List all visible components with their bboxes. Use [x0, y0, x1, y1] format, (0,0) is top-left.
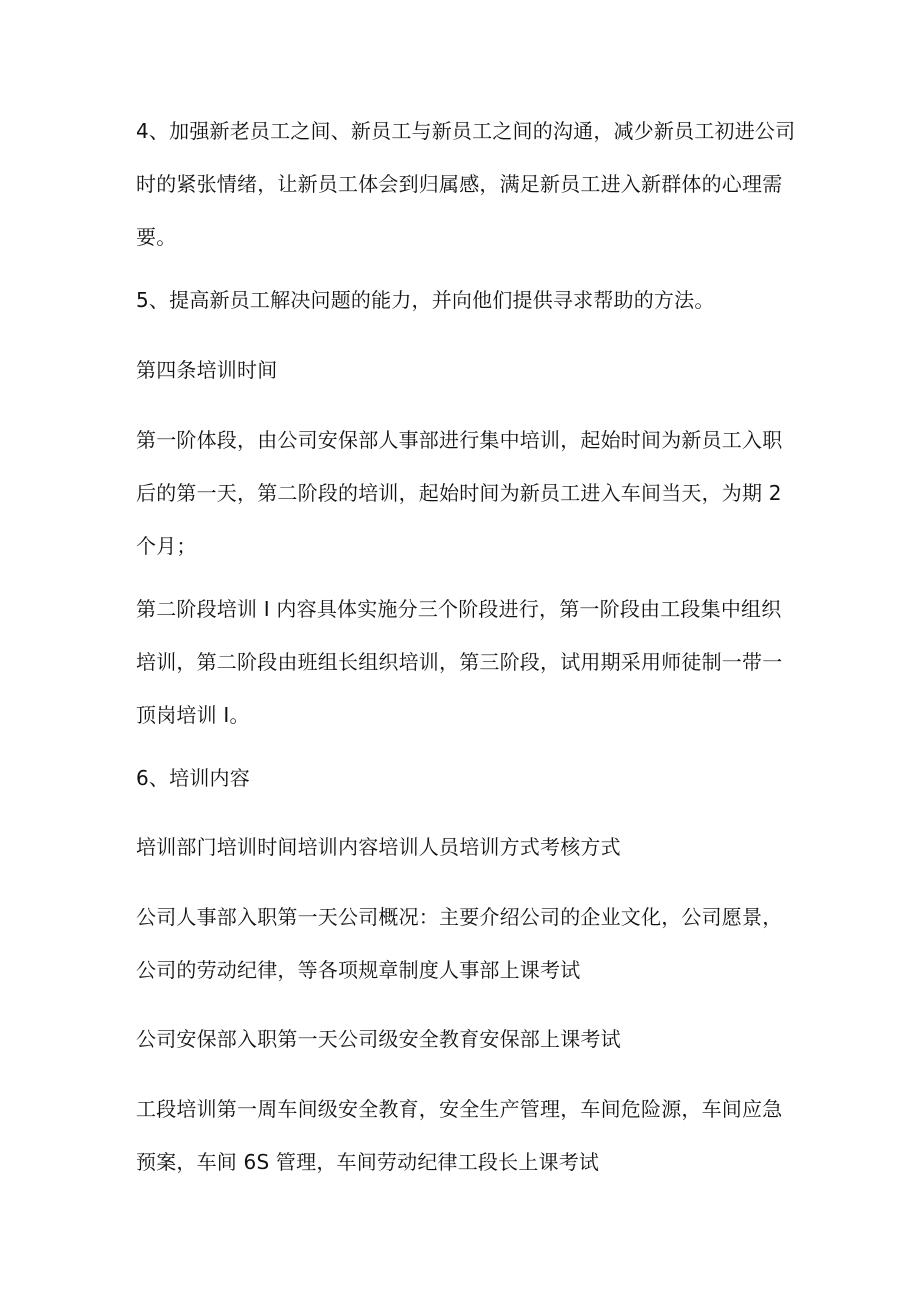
- paragraph-second-stage: [136, 583, 796, 742]
- text-line: 第四条培训时间: [136, 358, 278, 382]
- text-line: 培训，第二阶段由班组长组织培训，第三阶段，试用期采用师徒制一带一: [136, 650, 783, 674]
- text-line: 6、培训内容: [136, 766, 250, 790]
- text-line: 个月；: [136, 534, 197, 558]
- table-header-row: [136, 821, 796, 874]
- text-line: 4、加强新老员工之间、新员工与新员工之间的沟通，减少新员工初进公司: [136, 119, 796, 143]
- table-row-section-training: [136, 1083, 796, 1189]
- text-line: 5、提高新员工解决问题的能力，并向他们提供寻求帮助的方法。: [136, 288, 715, 312]
- section-heading-training-content: [136, 752, 796, 805]
- paragraph-goal-4: [136, 105, 796, 264]
- text-line: 第一阶体段，由公司安保部人事部进行集中培训，起始时间为新员工入职: [136, 428, 783, 452]
- text-line: 公司人事部入职第一天公司概况：主要介绍公司的企业文化，公司愿景，: [136, 905, 783, 929]
- text-line: 时的紧张情绪，让新员工体会到归属感，满足新员工进入新群体的心理需: [136, 172, 783, 196]
- text-line: 公司的劳动纪律，等各项规章制度人事部上课考试: [136, 958, 581, 982]
- text-line: 培训部门培训时间培训内容培训人员培训方式考核方式: [136, 835, 621, 859]
- text-line: 第二阶段培训 I 内容具体实施分三个阶段进行，第一阶段由工段集中组织: [136, 597, 782, 621]
- paragraph-goal-5: [136, 274, 796, 327]
- table-row-hr: [136, 891, 796, 997]
- table-row-security: [136, 1013, 796, 1066]
- text-line: 预案，车间 6S 管理，车间劳动纪律工段长上课考试: [136, 1150, 600, 1174]
- paragraph-training-stages: [136, 414, 796, 573]
- text-line: 公司安保部入职第一天公司级安全教育安保部上课考试: [136, 1027, 621, 1051]
- section-heading-training-time: [136, 344, 796, 397]
- text-line: 后的第一天，第二阶段的培训，起始时间为新员工进入车间当天，为期 2: [136, 481, 782, 505]
- text-line: 工段培训第一周车间级安全教育，安全生产管理，车间危险源，车间应急: [136, 1097, 783, 1121]
- text-line: 顶岗培训 I。: [136, 703, 250, 727]
- text-line: 要。: [136, 225, 177, 249]
